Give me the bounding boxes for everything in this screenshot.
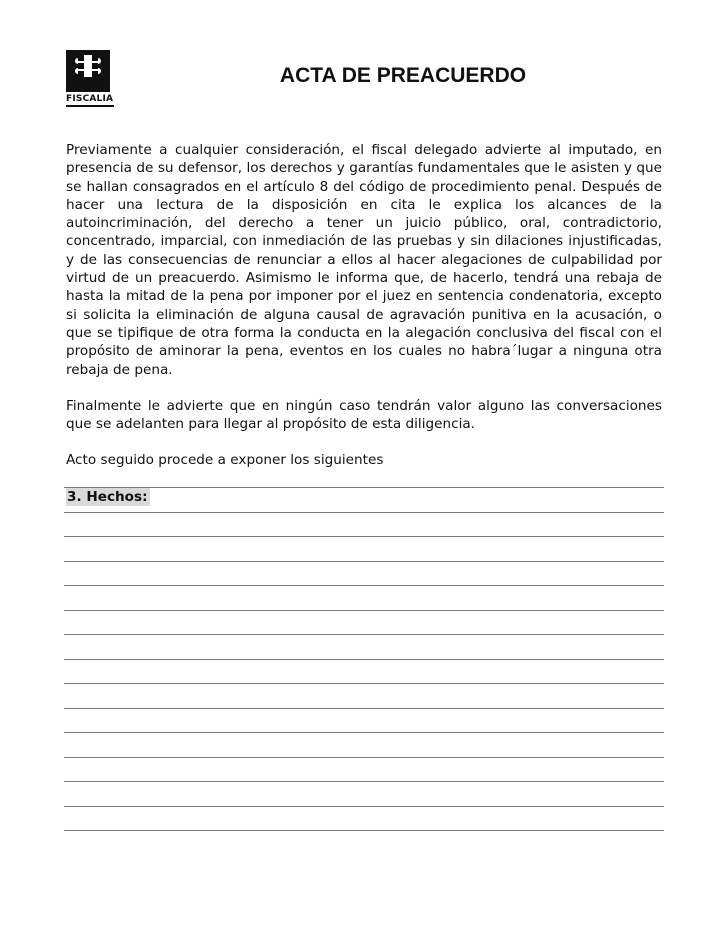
paragraph-advertencia: Previamente a cualquier consideración, el fiscal delegado advierte al imputado, en presencia de su defensor, los derechos y garantías fundamentales que le asisten y que se hallan consagrados en el artículo 8 del código de procedimiento penal. Después de hacer una lectura de la disposición en cita le explica los alcances de la autoincriminación, del derecho a tener un juicio público, oral, contradictorio, concentrado, imparcial, con inmediación de las pruebas y sin dilaciones injustificadas, y de las consecuencias de renunciar a ellos al hacer alegaciones de culpabilidad por virtud de un preacuerdo. Asimismo le informa que, de hacerlo, tendrá una rebaja de hasta la mitad de la pena por imponer por el juez en sentencia condenatoria, excepto si solicita la eliminación de alguna causal de agravación punitiva en la acusación, o que se tipifique de otra forma la conducta en la alegación conclusiva del fiscal con el propósito de aminorar la pena, eventos en los cuales no habra´lugar a ninguna otra rebaja de pena.	[66, 142, 662, 378]
document-body	[66, 141, 662, 506]
paragraph-acto-seguido: Acto seguido procede a exponer los siguientes	[66, 452, 384, 469]
writing-line[interactable]	[64, 512, 664, 513]
writing-line[interactable]	[64, 585, 664, 586]
document-title: ACTA DE PREACUERDO	[279, 64, 527, 87]
writing-line[interactable]	[64, 830, 664, 831]
logo-underline	[66, 105, 114, 107]
paragraph-spacer	[66, 379, 662, 397]
writing-line[interactable]	[64, 781, 664, 782]
writing-line[interactable]	[64, 708, 664, 709]
writing-line[interactable]	[64, 757, 664, 758]
paragraph-finalmente: Finalmente le advierte que en ningún caso tendrán valor alguno las conversaciones que se adelanten para llegar al propósito de esta diligencia.	[66, 397, 662, 433]
writing-line[interactable]	[64, 659, 664, 660]
logo-wordmark: FISCALIA	[66, 94, 114, 104]
writing-line[interactable]	[64, 536, 664, 537]
paragraph-spacer	[66, 470, 662, 487]
writing-line[interactable]	[64, 487, 664, 488]
paragraph-spacer	[66, 433, 662, 451]
writing-lines	[64, 487, 664, 855]
writing-line[interactable]	[64, 806, 664, 807]
writing-line[interactable]	[64, 610, 664, 611]
writing-line[interactable]	[64, 732, 664, 733]
writing-line[interactable]	[64, 561, 664, 562]
section-heading-hechos: 3. Hechos:	[67, 488, 148, 505]
writing-line[interactable]	[64, 634, 664, 635]
writing-line[interactable]	[64, 683, 664, 684]
